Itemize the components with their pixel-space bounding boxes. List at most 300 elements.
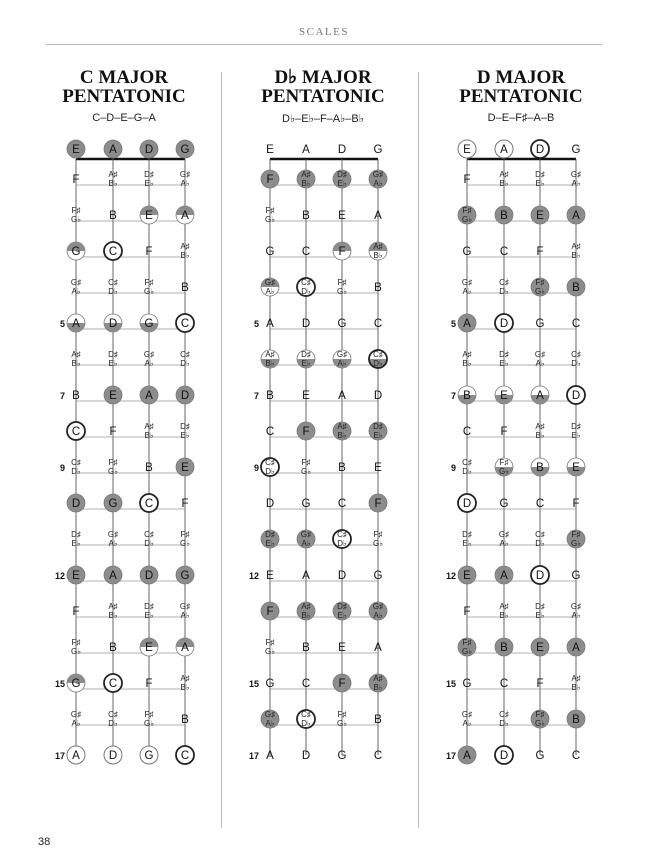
fret-note-label (109, 246, 117, 258)
svg-text:G♯: G♯ (534, 350, 546, 359)
svg-text:B: B (572, 282, 580, 294)
svg-text:A: A (500, 144, 508, 156)
fret-note-label (374, 642, 382, 654)
svg-text:D♯: D♯ (265, 530, 275, 539)
svg-text:G♯: G♯ (461, 710, 473, 719)
svg-text:B♭: B♭ (373, 251, 383, 260)
svg-text:A♭: A♭ (180, 611, 190, 620)
fret-note-label (266, 174, 273, 186)
svg-text:E: E (109, 390, 117, 402)
svg-text:A♯: A♯ (301, 170, 311, 179)
svg-text:F: F (72, 174, 80, 186)
fret-note-label (144, 170, 154, 188)
fret-note-label (71, 206, 81, 224)
svg-text:G♭: G♭ (337, 719, 347, 728)
svg-text:F♯: F♯ (571, 530, 581, 539)
svg-text:C♯: C♯ (265, 458, 275, 467)
svg-text:D♭: D♭ (571, 359, 581, 368)
svg-text:E♭: E♭ (337, 179, 347, 188)
fret-note-label (373, 602, 383, 620)
fret-note-label (302, 426, 309, 438)
svg-text:A♭: A♭ (180, 179, 190, 188)
fret-note-label (181, 714, 189, 726)
svg-text:A♯: A♯ (373, 674, 383, 683)
svg-text:B: B (109, 642, 117, 654)
svg-text:C: C (373, 318, 383, 330)
svg-text:G: G (535, 750, 545, 762)
svg-text:G♭: G♭ (71, 215, 81, 224)
svg-text:B♭: B♭ (462, 359, 472, 368)
fret-note-label (266, 498, 274, 510)
fret-note-label (499, 278, 509, 296)
svg-text:G♭: G♭ (71, 647, 81, 656)
svg-text:A♯: A♯ (535, 422, 545, 431)
svg-text:F: F (109, 426, 117, 438)
svg-text:G: G (180, 570, 190, 582)
svg-text:B♭: B♭ (535, 431, 545, 440)
svg-text:B: B (536, 462, 544, 474)
svg-text:F♯: F♯ (144, 710, 154, 719)
svg-text:B♭: B♭ (571, 251, 581, 260)
fret-note-label (145, 642, 153, 654)
svg-text:G: G (571, 570, 581, 582)
svg-text:G: G (462, 246, 472, 258)
svg-text:G♯: G♯ (461, 278, 473, 287)
svg-text:B: B (374, 282, 382, 294)
svg-text:D: D (337, 144, 347, 156)
fret-note-label (374, 390, 382, 402)
fret-note-label (373, 242, 382, 260)
svg-text:E♭: E♭ (535, 179, 545, 188)
fret-note-label (109, 750, 117, 762)
svg-text:B: B (302, 642, 310, 654)
fret-note-label (302, 210, 310, 222)
fret-note-label (302, 678, 310, 690)
fret-note-label (463, 498, 471, 510)
fret-note-label (72, 570, 80, 582)
svg-text:G♯: G♯ (498, 530, 510, 539)
svg-text:B: B (109, 210, 117, 222)
fret-note-label (109, 642, 117, 654)
fret-note-label (462, 530, 472, 548)
fret-note-label (181, 462, 189, 474)
fret-note-label (499, 458, 509, 476)
svg-text:E♭: E♭ (180, 431, 190, 440)
svg-text:B♭: B♭ (144, 431, 154, 440)
fret-note-label (181, 390, 189, 402)
svg-text:F♯: F♯ (462, 206, 472, 215)
svg-text:A: A (500, 570, 508, 582)
svg-text:A♭: A♭ (535, 359, 545, 368)
fret-note-label (571, 674, 580, 692)
fret-note-label (265, 638, 275, 656)
svg-text:D♯: D♯ (337, 170, 347, 179)
fret-number: 9 (253, 463, 259, 473)
svg-text:C♯: C♯ (301, 278, 311, 287)
svg-text:C♯: C♯ (373, 350, 383, 359)
svg-text:G♯: G♯ (300, 530, 312, 539)
svg-text:D♯: D♯ (462, 530, 472, 539)
title-line-1: D MAJOR (476, 67, 566, 88)
fret-note-label (338, 246, 345, 258)
fret-note-label (535, 278, 545, 296)
svg-text:E♭: E♭ (337, 611, 347, 620)
svg-text:D: D (71, 498, 81, 510)
svg-text:C: C (301, 246, 311, 258)
svg-text:A: A (72, 750, 80, 762)
svg-text:C: C (571, 318, 581, 330)
svg-text:A♯: A♯ (71, 350, 81, 359)
fret-note-label (536, 318, 545, 330)
fret-note-label (72, 318, 80, 330)
svg-text:F: F (463, 606, 471, 618)
svg-text:A: A (572, 642, 580, 654)
fret-note-label (374, 714, 382, 726)
svg-text:D♯: D♯ (499, 350, 509, 359)
svg-text:F: F (266, 174, 274, 186)
fret-note-label (500, 498, 509, 510)
svg-text:F♯: F♯ (180, 530, 190, 539)
svg-text:G♯: G♯ (143, 350, 155, 359)
svg-text:A♭: A♭ (462, 287, 472, 296)
fret-note-label (265, 458, 275, 476)
svg-text:E: E (266, 570, 274, 582)
fret-note-label (109, 318, 117, 330)
open-string-label (145, 144, 153, 156)
fret-note-label (301, 350, 311, 368)
svg-text:E: E (536, 642, 544, 654)
fret-note-label (144, 350, 154, 368)
svg-text:G♭: G♭ (108, 467, 118, 476)
svg-text:E♭: E♭ (144, 611, 154, 620)
svg-text:A: A (572, 210, 580, 222)
fret-note-label (500, 390, 508, 402)
svg-text:F: F (338, 678, 346, 690)
svg-text:A♯: A♯ (180, 242, 190, 251)
svg-text:F♯: F♯ (499, 458, 509, 467)
svg-text:F: F (181, 498, 189, 510)
fret-note-label (463, 606, 470, 618)
fret-note-label (463, 426, 471, 438)
fret-note-label (72, 390, 80, 402)
svg-text:D: D (462, 498, 472, 510)
title-line-2: PENTATONIC (459, 86, 583, 107)
fret-note-label (266, 750, 274, 762)
svg-text:F: F (572, 498, 580, 510)
fret-note-label (500, 246, 508, 258)
svg-text:A♭: A♭ (337, 359, 347, 368)
fretboard-2 (446, 140, 585, 764)
svg-text:A♭: A♭ (571, 179, 581, 188)
fret-note-label (571, 170, 581, 188)
svg-text:C♯: C♯ (108, 710, 118, 719)
fretboard-1 (249, 144, 387, 762)
fret-note-label (71, 530, 81, 548)
open-string-label (500, 144, 508, 156)
svg-text:B: B (266, 390, 274, 402)
svg-text:B: B (145, 462, 153, 474)
svg-text:C♯: C♯ (535, 530, 545, 539)
fret-note-label (72, 678, 81, 690)
fret-note-label (500, 318, 508, 330)
fret-note-label (374, 570, 383, 582)
fret-note-label (463, 318, 471, 330)
svg-text:A: A (463, 750, 471, 762)
fret-note-label (108, 710, 118, 728)
svg-text:B: B (500, 210, 508, 222)
open-string-label (109, 144, 117, 156)
page-header: SCALES (299, 26, 349, 38)
svg-text:D♭: D♭ (301, 719, 311, 728)
open-string-label (72, 144, 80, 156)
fret-note-label (301, 530, 311, 548)
fret-note-label (572, 390, 580, 402)
svg-text:A♭: A♭ (265, 719, 275, 728)
fret-note-label (72, 426, 80, 438)
fret-note-label (463, 174, 470, 186)
svg-text:B♭: B♭ (499, 179, 509, 188)
fret-note-label (72, 498, 80, 510)
fret-note-label (571, 242, 580, 260)
open-string-label (266, 144, 274, 156)
fret-note-label (144, 422, 153, 440)
svg-text:C♯: C♯ (108, 278, 118, 287)
fret-note-label (373, 350, 383, 368)
svg-text:G♯: G♯ (372, 170, 384, 179)
svg-text:B: B (72, 390, 80, 402)
open-string-label (374, 144, 383, 156)
fret-note-label (301, 458, 311, 476)
fret-note-label (338, 462, 346, 474)
svg-text:D♯: D♯ (71, 530, 81, 539)
fret-number: 17 (445, 751, 456, 761)
scale-notes: D♭–E♭–F–A♭–B♭ (282, 113, 364, 125)
svg-text:A♯: A♯ (373, 242, 383, 251)
svg-text:B: B (374, 714, 382, 726)
svg-text:G♭: G♭ (535, 287, 545, 296)
svg-text:E: E (463, 570, 471, 582)
svg-text:G♭: G♭ (462, 215, 472, 224)
fret-note-label (145, 390, 153, 402)
fret-note-label (572, 570, 581, 582)
svg-text:C: C (108, 246, 118, 258)
svg-text:G♭: G♭ (265, 647, 275, 656)
svg-text:F: F (374, 498, 382, 510)
fret-note-label (374, 462, 382, 474)
svg-text:E♭: E♭ (301, 359, 311, 368)
fret-note-label (266, 570, 274, 582)
svg-text:G♭: G♭ (301, 467, 311, 476)
fret-note-label (302, 390, 310, 402)
svg-text:D: D (108, 318, 118, 330)
svg-text:A: A (181, 210, 189, 222)
fret-note-label (144, 278, 154, 296)
svg-text:D♭: D♭ (499, 287, 509, 296)
fret-note-label (499, 530, 509, 548)
fret-note-label (535, 170, 545, 188)
fret-note-label (536, 642, 544, 654)
svg-text:A♭: A♭ (71, 287, 81, 296)
svg-text:G: G (265, 678, 275, 690)
svg-text:D♭: D♭ (373, 359, 383, 368)
svg-text:A: A (109, 144, 117, 156)
fret-note-label (338, 750, 347, 762)
svg-text:A: A (266, 318, 274, 330)
svg-text:G♯: G♯ (264, 710, 276, 719)
fret-note-label (302, 750, 310, 762)
svg-text:D: D (499, 318, 509, 330)
svg-text:B♭: B♭ (108, 179, 118, 188)
fret-note-label (462, 206, 472, 224)
svg-text:F: F (338, 246, 346, 258)
svg-text:F: F (536, 246, 544, 258)
fret-note-label (144, 530, 154, 548)
fret-note-label (266, 246, 275, 258)
svg-text:A: A (145, 390, 153, 402)
fret-note-label (374, 318, 382, 330)
svg-text:B♭: B♭ (499, 611, 509, 620)
svg-text:D: D (571, 390, 581, 402)
fret-note-label (535, 710, 545, 728)
fret-note-label (180, 350, 190, 368)
svg-text:G: G (144, 318, 154, 330)
fret-number: 15 (248, 679, 259, 689)
fret-note-label (337, 530, 347, 548)
svg-text:E♭: E♭ (71, 539, 81, 548)
fret-number: 7 (59, 391, 65, 401)
fret-note-label (266, 390, 274, 402)
fret-note-label (536, 390, 544, 402)
fret-note-label (499, 350, 509, 368)
fret-number: 9 (450, 463, 456, 473)
fretboard-0 (55, 140, 194, 764)
svg-text:A♭: A♭ (108, 539, 118, 548)
svg-text:G: G (301, 498, 311, 510)
svg-text:G: G (71, 246, 81, 258)
svg-text:D: D (265, 498, 275, 510)
fret-note-label (572, 282, 580, 294)
svg-text:G♭: G♭ (265, 215, 275, 224)
fret-number: 7 (450, 391, 456, 401)
fret-note-label (71, 350, 80, 368)
scale-notes: D–E–F♯–A–B (487, 112, 555, 124)
fret-note-label (109, 678, 117, 690)
fret-note-label (301, 710, 311, 728)
svg-text:G♯: G♯ (372, 602, 384, 611)
svg-text:G: G (462, 678, 472, 690)
fret-note-label (181, 750, 189, 762)
svg-text:A♯: A♯ (499, 170, 509, 179)
fret-note-label (266, 318, 274, 330)
fret-note-label (373, 674, 382, 692)
svg-text:D♯: D♯ (535, 602, 545, 611)
fret-note-label (373, 530, 383, 548)
svg-text:G: G (108, 498, 118, 510)
svg-text:A♯: A♯ (571, 242, 581, 251)
fret-note-label (71, 638, 81, 656)
fret-note-label (108, 170, 117, 188)
svg-text:C: C (108, 678, 118, 690)
svg-text:F♯: F♯ (265, 206, 275, 215)
svg-text:C: C (265, 426, 275, 438)
fret-note-label (109, 390, 117, 402)
svg-text:G♯: G♯ (107, 530, 119, 539)
svg-text:G: G (499, 498, 509, 510)
svg-text:E: E (266, 144, 274, 156)
svg-text:E: E (463, 144, 471, 156)
open-string-label (536, 144, 544, 156)
svg-text:G♯: G♯ (336, 350, 348, 359)
svg-text:F♯: F♯ (535, 278, 545, 287)
fret-note-label (499, 602, 508, 620)
fret-note-label (181, 570, 190, 582)
svg-text:A: A (302, 570, 310, 582)
svg-text:B: B (338, 462, 346, 474)
fret-note-label (463, 678, 472, 690)
fret-number: 9 (59, 463, 65, 473)
fret-note-label (499, 710, 509, 728)
svg-text:E♭: E♭ (265, 539, 275, 548)
svg-text:C: C (499, 246, 509, 258)
svg-text:F♯: F♯ (265, 638, 275, 647)
fret-note-label (374, 210, 382, 222)
svg-text:C: C (571, 750, 581, 762)
svg-text:B: B (500, 642, 508, 654)
svg-text:G: G (535, 318, 545, 330)
fret-note-label (108, 278, 118, 296)
fret-note-label (145, 210, 153, 222)
fret-note-label (109, 426, 116, 438)
svg-text:F: F (145, 246, 153, 258)
fret-note-label (463, 750, 471, 762)
fret-number: 17 (54, 751, 65, 761)
fret-note-label (265, 206, 275, 224)
svg-text:E: E (72, 570, 80, 582)
fret-note-label (374, 498, 381, 510)
svg-text:B♭: B♭ (301, 611, 311, 620)
fret-number: 17 (248, 751, 259, 761)
svg-text:A♯: A♯ (144, 422, 154, 431)
svg-text:A: A (338, 390, 346, 402)
fret-note-label (180, 170, 190, 188)
svg-text:A♭: A♭ (265, 287, 275, 296)
title-line-1: D♭ MAJOR (274, 67, 372, 88)
title-line-1: C MAJOR (79, 67, 169, 88)
svg-text:D♯: D♯ (535, 170, 545, 179)
svg-text:F♯: F♯ (108, 458, 118, 467)
fret-note-label (302, 498, 311, 510)
fret-note-label (302, 570, 310, 582)
svg-text:E♭: E♭ (373, 431, 383, 440)
fret-note-label (180, 422, 190, 440)
fret-note-label (536, 678, 543, 690)
svg-text:G♭: G♭ (180, 539, 190, 548)
svg-text:D♭: D♭ (337, 539, 347, 548)
fret-note-label (500, 642, 508, 654)
svg-text:A: A (536, 390, 544, 402)
svg-text:E♭: E♭ (462, 539, 472, 548)
scale-notes: C–D–E–G–A (92, 112, 156, 124)
fret-note-label (181, 210, 189, 222)
fret-note-label (71, 458, 81, 476)
fret-note-label (337, 170, 347, 188)
svg-text:D♯: D♯ (373, 422, 383, 431)
svg-text:A♭: A♭ (301, 539, 311, 548)
svg-text:A♯: A♯ (108, 170, 118, 179)
fret-note-label (301, 602, 310, 620)
fret-note-label (265, 278, 275, 296)
fret-note-label (462, 458, 472, 476)
